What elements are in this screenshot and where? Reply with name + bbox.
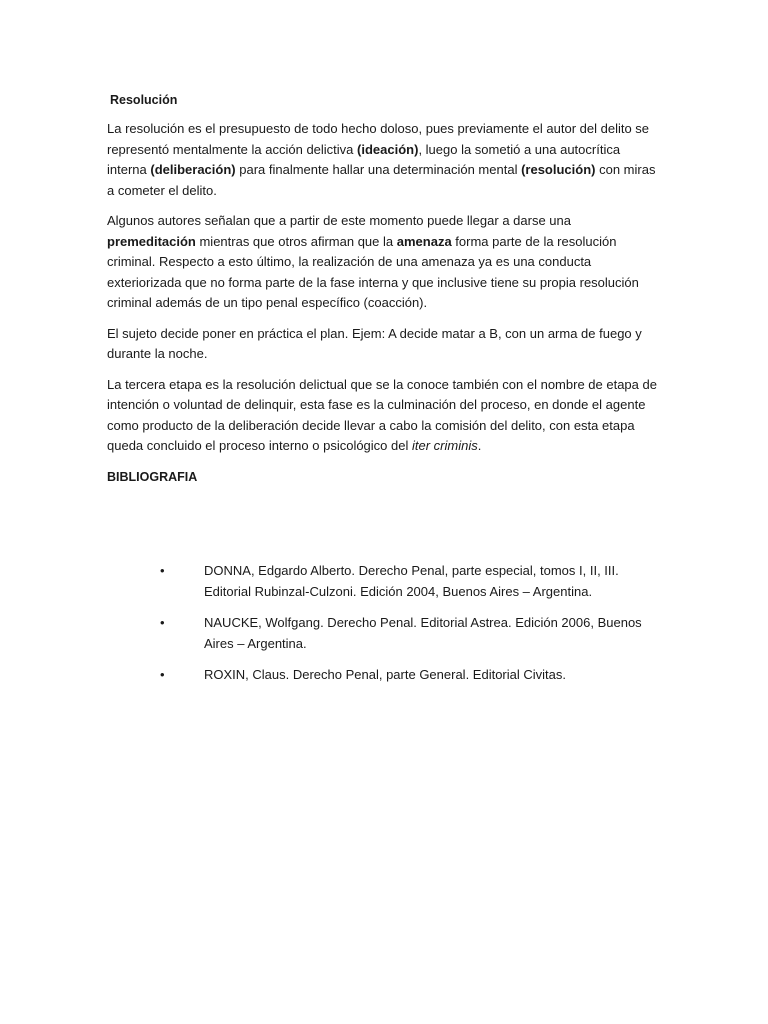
paragraph-text: mientras que otros afirman que la [195, 233, 397, 249]
bullet-icon: • [160, 563, 165, 578]
bibliography-item [160, 613, 660, 654]
section-heading: Resolución [110, 93, 178, 107]
term-iter-criminis: iter criminis [411, 438, 478, 453]
bibliography-item [160, 561, 660, 602]
paragraph-text: para finalmente hallar una determinación mental [235, 162, 522, 177]
term-premeditation: premeditación [107, 233, 196, 249]
paragraph-text: , luego la sometió a una autocrítica interna [107, 141, 621, 177]
term-threat: amenaza [396, 233, 452, 249]
bibliography-heading: BIBLIOGRAFIA [107, 469, 198, 484]
term-ideation: (ideación) [357, 141, 419, 157]
document-body [107, 90, 663, 487]
paragraph-text: forma parte de la resolución criminal. Respecto a esto último, la realización de una amenaza ya es una conducta exteriorizada que no forma parte de la fase interna y que inclusive tiene su propia resolución criminal además de un tipo penal específico (coacción). [107, 233, 639, 310]
paragraph-resolution-definition [107, 119, 663, 201]
bibliography-entry: DONNA, Edgardo Alberto. Derecho Penal, parte especial, tomos I, II, III. Editorial Rubinzal-Culzoni. Edición 2004, Buenos Aires – Argentina. [204, 563, 619, 599]
bullet-icon: • [160, 667, 165, 682]
bibliography-entry: ROXIN, Claus. Derecho Penal, parte General. Editorial Civitas. [204, 667, 566, 682]
paragraph-text: Algunos autores señalan que a partir de este momento puede llegar a darse una [107, 213, 571, 228]
paragraph-text: . [477, 438, 482, 453]
bullet-icon: • [160, 615, 165, 630]
paragraph-premeditation [107, 211, 663, 314]
bibliography-list [160, 561, 660, 697]
paragraph-text: con miras a cometer el delito. [107, 162, 656, 198]
paragraph-text: La resolución es el presupuesto de todo hecho doloso, pues previamente el autor del delito se representó mentalmente la acción delictiva [107, 121, 650, 157]
term-deliberation: (deliberación) [150, 162, 236, 177]
term-resolution: (resolución) [521, 162, 596, 177]
bibliography-item [160, 665, 660, 686]
paragraph-example: El sujeto decide poner en práctica el plan. Ejem: A decide matar a B, con un arma de fuego y durante la noche. [107, 325, 642, 361]
paragraph-third-stage [107, 375, 663, 457]
bibliography-entry: NAUCKE, Wolfgang. Derecho Penal. Editorial Astrea. Edición 2006, Buenos Aires – Argentina. [204, 615, 642, 651]
paragraph-text: La tercera etapa es la resolución delictual que se la conoce también con el nombre de etapa de intención o voluntad de delinquir, esta fase es la culminación del proceso, en donde el agente como producto de la deliberación decide llevar a cabo la comisión del delito, con esta etapa queda concluido el proceso interno o psicológico del [107, 376, 657, 453]
